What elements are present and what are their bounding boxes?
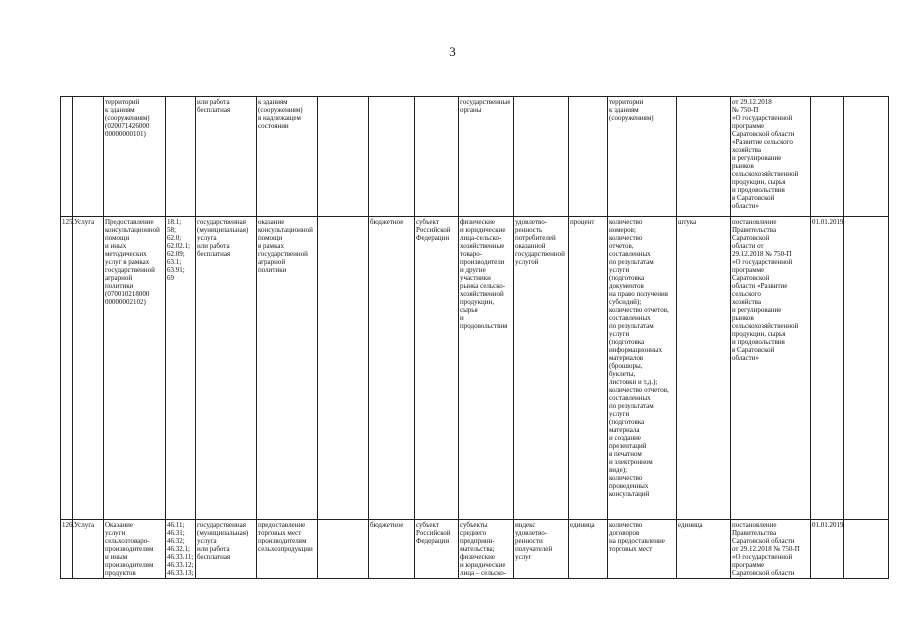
institution-form: бюджетное (369, 520, 415, 579)
empty-cell (318, 217, 369, 520)
volume-indicator: территории к зданиям (сооружениям) (608, 97, 677, 217)
volume-unit (677, 97, 731, 217)
okved-codes: 46.11; 46.31; 46.32; 46.32.1; 46.33.11; 46.33.12; 46.33.13; (166, 520, 196, 579)
quality-indicator: удовлетво- ренность потребителей оказанной государственной услугой (514, 217, 569, 520)
service-name: Оказание услуги сельхозтоваро- производителям и иным производителям продуктов (104, 520, 166, 579)
okved-codes: 18.1; 58; 62.0; 62.02.1; 62.09; 63.1; 63.91; 69 (166, 217, 196, 520)
table-row (61, 520, 889, 579)
service-name: Предоставление консультационной помощи и иных методических услуг в рамках государственной аграрной политики (070010218000 00000002102) (104, 217, 166, 520)
empty-cell (844, 97, 889, 217)
founder-level: субъект Российской Федерации (415, 520, 459, 579)
service-content: оказание консультационной помощи в рамках государственной аграрной политики (257, 217, 318, 520)
row-number: 126. (61, 520, 73, 579)
page-number: 3 (449, 44, 456, 59)
row-type: Услуга (73, 217, 104, 520)
empty-cell (318, 97, 369, 217)
service-content: к зданиям (сооружениям) в надлежащем состоянии (257, 97, 318, 217)
row-type (73, 97, 104, 217)
service-content: предоставление торговых мест производителям сельхозпродукции (257, 520, 318, 579)
volume-unit: штука (677, 217, 731, 520)
legal-basis: постановление Правительства Саратовской области от 29.12.2018 № 750-П «О государственной программе Саратовской области (731, 520, 811, 579)
start-date: 01.01.2019 (811, 520, 844, 579)
founder-level: субъект Российской Федерации (415, 217, 459, 520)
indicator-unit: единица (569, 520, 608, 579)
empty-cell (318, 520, 369, 579)
row-number (61, 97, 73, 217)
service-name: территорий к зданиям (сооружениям) (020071426000 00000000101) (104, 97, 166, 217)
legal-basis: постановление Правительства Саратовской области от 29.12.2018 № 750-П «О государственной программе Саратовской области «Развитие сельского хозяйства и регулирование рынков сельскохозяйственной продукции, сырья и продовольствия в Саратовской области» (731, 217, 811, 520)
consumers: государственные органы (459, 97, 514, 217)
start-date (811, 97, 844, 217)
paid-status: или работа бесплатная (196, 97, 257, 217)
legal-basis: от 29.12.2018 № 750-П «О государственной программе Саратовской области «Развитие сельского хозяйства и регулирование рынков сельскохозяйственной продукции, сырья и продовольствия в Саратовской области» (731, 97, 811, 217)
paid-status: государственная (муниципальная) услуга или работа бесплатная (196, 520, 257, 579)
table-row (61, 97, 889, 217)
volume-indicator: количество номеров; количество отчетов, составленных по результатам услуги (подготовка документов на право получения субсидий); количество отчетов, составленных по результатам услуги (подготовка информационных материалов (брошюры, буклеты, листовки и т.д.); количество отчетов, составленных по результатам услуги (подготовка материала и создание презентаций в печатном и электронном виде); количество проведенных консультаций (608, 217, 677, 520)
institution-form: бюджетное (369, 217, 415, 520)
consumers: физические и юридические лица-сельско- хозяйственные товаро- производители и другие участники рынка сельско- хозяйственной продукции, сырья и продовольствия (459, 217, 514, 520)
registry-table (60, 96, 889, 579)
institution-form (369, 97, 415, 217)
empty-cell (844, 520, 889, 579)
paid-status: государственная (муниципальная) услуга или работа бесплатная (196, 217, 257, 520)
quality-indicator (514, 97, 569, 217)
volume-unit: единица (677, 520, 731, 579)
row-type: Услуга (73, 520, 104, 579)
start-date: 01.01.2019 (811, 217, 844, 520)
okved-codes (166, 97, 196, 217)
table-row (61, 217, 889, 520)
indicator-unit (569, 97, 608, 217)
empty-cell (844, 217, 889, 520)
row-number: 125. (61, 217, 73, 520)
founder-level (415, 97, 459, 217)
indicator-unit: процент (569, 217, 608, 520)
consumers: субъекты среднего предприни- мательства; физические и юридические лица – сельско- (459, 520, 514, 579)
quality-indicator: индекс удовлетво- ренности получателей услуг (514, 520, 569, 579)
volume-indicator: количество договоров на предоставление торговых мест (608, 520, 677, 579)
